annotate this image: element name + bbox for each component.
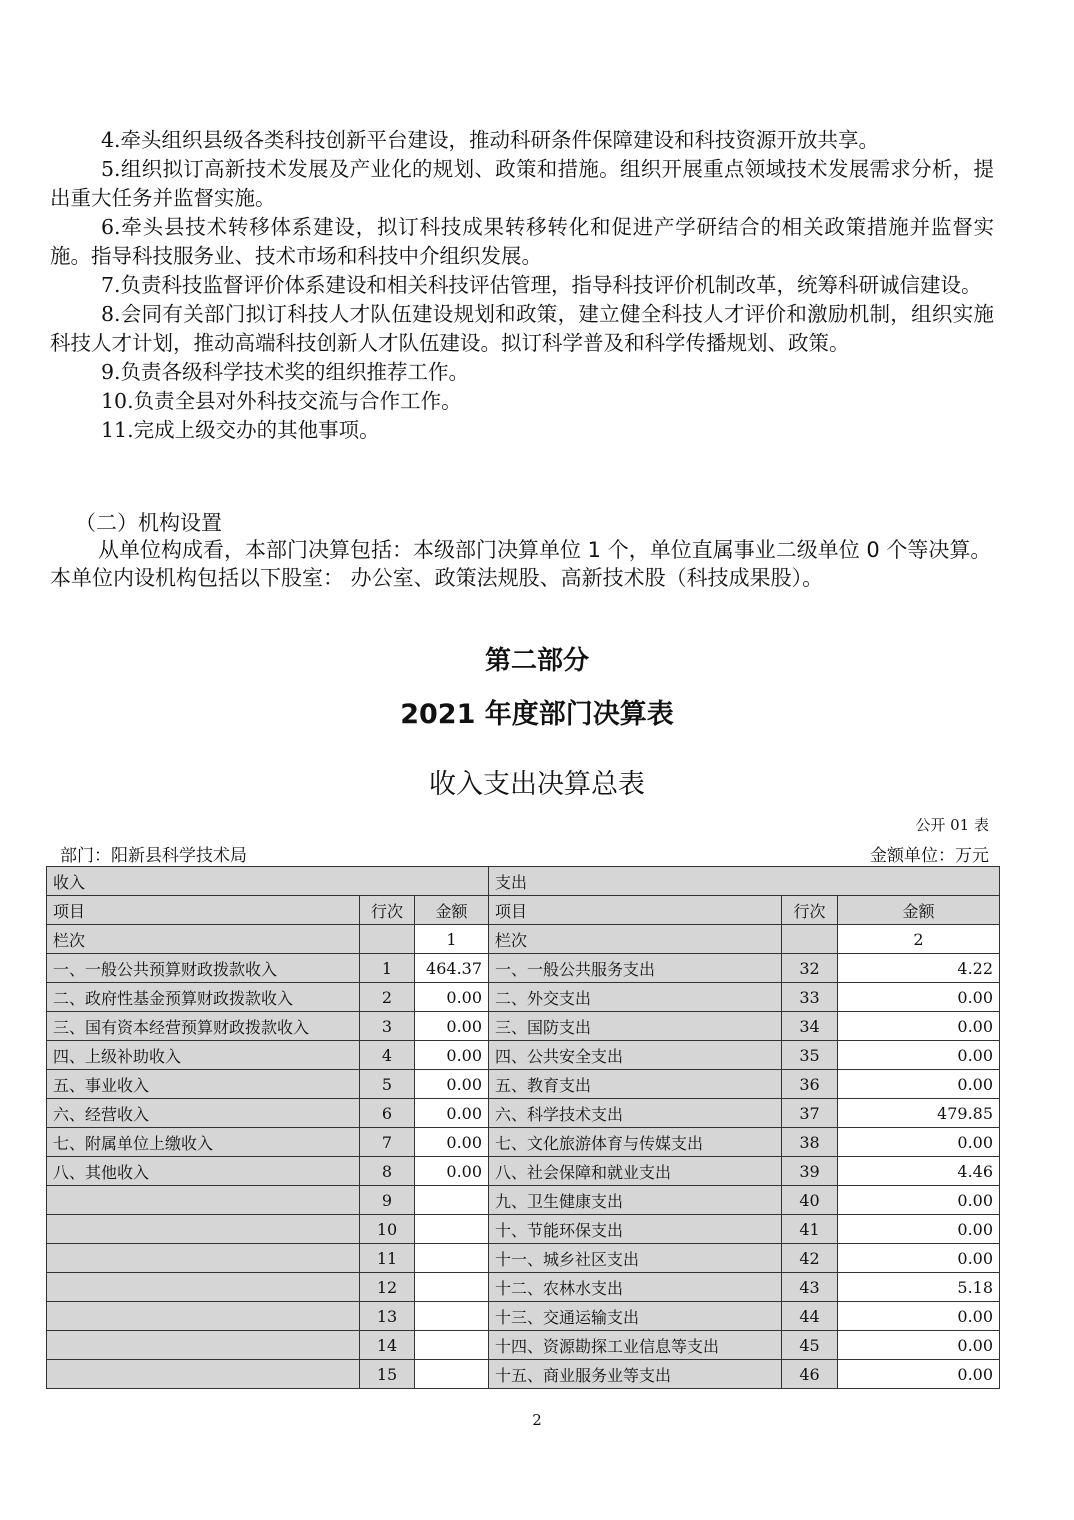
- column-index-row: [47, 925, 1000, 954]
- income-line: 11: [360, 1244, 415, 1273]
- table-row: [47, 1360, 1000, 1389]
- table-row: [47, 1099, 1000, 1128]
- expense-line: 33: [782, 983, 838, 1012]
- department-label: 部门：阳新县科学技术局: [60, 846, 247, 866]
- table-row: [47, 1273, 1000, 1302]
- table-row: [47, 954, 1000, 983]
- expense-line: 40: [782, 1186, 838, 1215]
- expense-item: 六、科学技术支出: [489, 1099, 782, 1128]
- income-item: 一、一般公共预算财政拨款收入: [47, 954, 360, 983]
- table-title: 收入支出决算总表: [429, 769, 645, 800]
- income-amount: 464.37: [415, 954, 489, 983]
- table-row: [47, 1128, 1000, 1157]
- expense-line: 42: [782, 1244, 838, 1273]
- income-amount: [415, 1331, 489, 1360]
- expense-line: 34: [782, 1012, 838, 1041]
- income-item: 六、经营收入: [47, 1099, 360, 1128]
- duty-item: 7.负责科技监督评价体系建设和相关科技评估管理，指导科技评价机制改革，统筹科研诚信建设。: [101, 273, 982, 297]
- expense-section-header: 支出: [489, 867, 1000, 896]
- duty-item: 9.负责各级科学技术奖的组织推荐工作。: [101, 360, 470, 384]
- expense-item: 八、社会保障和就业支出: [489, 1157, 782, 1186]
- form-number: 公开 01 表: [915, 816, 989, 834]
- table-row: [47, 1157, 1000, 1186]
- income-amount: 0.00: [415, 1128, 489, 1157]
- income-item: 八、其他收入: [47, 1157, 360, 1186]
- income-line: 4: [360, 1041, 415, 1070]
- income-item: 五、事业收入: [47, 1070, 360, 1099]
- expense-item: 十一、城乡社区支出: [489, 1244, 782, 1273]
- expense-amount: 0.00: [838, 1331, 1000, 1360]
- expense-amount: 4.22: [838, 954, 1000, 983]
- duty-item: 8.会同有关部门拟订科技人才队伍建设规划和政策，建立健全科技人才评价和激励机制，组织实施科技人才计划，推动高端科技创新人才队伍建设。拟订科学普及和科学传播规划、政策。: [50, 302, 994, 355]
- income-line: 1: [360, 954, 415, 983]
- duty-item: 11.完成上级交办的其他事项。: [101, 418, 380, 442]
- expense-amount: 479.85: [838, 1099, 1000, 1128]
- table-row: [47, 1186, 1000, 1215]
- income-line: 15: [360, 1360, 415, 1389]
- expense-line: 43: [782, 1273, 838, 1302]
- expense-line: 37: [782, 1099, 838, 1128]
- income-item: 二、政府性基金预算财政拨款收入: [47, 983, 360, 1012]
- expense-item: 十五、商业服务业等支出: [489, 1360, 782, 1389]
- income-amount: 0.00: [415, 1157, 489, 1186]
- table-body: [47, 954, 1000, 1389]
- column-index-label: 栏次: [489, 925, 782, 954]
- col-header-item: 项目: [47, 896, 360, 925]
- column-index-income: 1: [415, 925, 489, 954]
- expense-amount: 0.00: [838, 1244, 1000, 1273]
- table-row: [47, 1041, 1000, 1070]
- income-item: [47, 1186, 360, 1215]
- income-amount: 0.00: [415, 1070, 489, 1099]
- expense-amount: 0.00: [838, 1041, 1000, 1070]
- income-amount: 0.00: [415, 983, 489, 1012]
- expense-amount: 0.00: [838, 1012, 1000, 1041]
- income-line: 10: [360, 1215, 415, 1244]
- column-index-label: 栏次: [47, 925, 360, 954]
- expense-item: 五、教育支出: [489, 1070, 782, 1099]
- expense-amount: 4.46: [838, 1157, 1000, 1186]
- part-title: 第二部分: [484, 646, 589, 676]
- table-row: [47, 983, 1000, 1012]
- column-index-expense: 2: [838, 925, 1000, 954]
- income-amount: [415, 1215, 489, 1244]
- table-row: [47, 1244, 1000, 1273]
- expense-amount: 0.00: [838, 1070, 1000, 1099]
- income-item: [47, 1360, 360, 1389]
- duty-item: 4.牵头组织县级各类科技创新平台建设，推动科研条件保障建设和科技资源开放共享。: [101, 128, 880, 152]
- col-header-item: 项目: [489, 896, 782, 925]
- expense-item: 二、外交支出: [489, 983, 782, 1012]
- income-line: 14: [360, 1331, 415, 1360]
- expense-item: 十二、农林水支出: [489, 1273, 782, 1302]
- income-line: 9: [360, 1186, 415, 1215]
- expense-amount: 5.18: [838, 1273, 1000, 1302]
- expense-line: 44: [782, 1302, 838, 1331]
- expense-amount: 0.00: [838, 1186, 1000, 1215]
- expense-item: 十三、交通运输支出: [489, 1302, 782, 1331]
- expense-line: 46: [782, 1360, 838, 1389]
- income-item: [47, 1331, 360, 1360]
- income-amount: 0.00: [415, 1099, 489, 1128]
- income-line: 13: [360, 1302, 415, 1331]
- income-amount: 0.00: [415, 1012, 489, 1041]
- expense-line: 32: [782, 954, 838, 983]
- income-section-header: 收入: [47, 867, 489, 896]
- income-item: [47, 1215, 360, 1244]
- col-header-amount: 金额: [415, 896, 489, 925]
- column-index-blank: [782, 925, 838, 954]
- table-row: [47, 1012, 1000, 1041]
- income-item: [47, 1244, 360, 1273]
- expense-amount: 0.00: [838, 983, 1000, 1012]
- income-line: 12: [360, 1273, 415, 1302]
- income-line: 6: [360, 1099, 415, 1128]
- expense-item: 七、文化旅游体育与传媒支出: [489, 1128, 782, 1157]
- income-line: 8: [360, 1157, 415, 1186]
- income-amount: [415, 1273, 489, 1302]
- expense-line: 39: [782, 1157, 838, 1186]
- income-line: 2: [360, 983, 415, 1012]
- income-line: 3: [360, 1012, 415, 1041]
- expense-amount: 0.00: [838, 1215, 1000, 1244]
- expense-item: 一、一般公共服务支出: [489, 954, 782, 983]
- table-header-row: [47, 896, 1000, 925]
- table-row: [47, 1302, 1000, 1331]
- expense-line: 38: [782, 1128, 838, 1157]
- income-amount: [415, 1360, 489, 1389]
- income-expense-table: [46, 866, 1000, 1389]
- expense-item: 四、公共安全支出: [489, 1041, 782, 1070]
- section-heading-org: （二）机构设置: [75, 511, 222, 535]
- expense-line: 36: [782, 1070, 838, 1099]
- income-amount: [415, 1186, 489, 1215]
- income-item: [47, 1273, 360, 1302]
- expense-item: 十四、资源勘探工业信息等支出: [489, 1331, 782, 1360]
- page-number: 2: [532, 1411, 542, 1429]
- unit-label: 金额单位：万元: [870, 846, 989, 866]
- expense-amount: 0.00: [838, 1360, 1000, 1389]
- column-index-blank: [360, 925, 415, 954]
- expense-amount: 0.00: [838, 1302, 1000, 1331]
- expense-line: 45: [782, 1331, 838, 1360]
- income-amount: 0.00: [415, 1041, 489, 1070]
- table-row: [47, 1215, 1000, 1244]
- expense-item: 九、卫生健康支出: [489, 1186, 782, 1215]
- expense-line: 41: [782, 1215, 838, 1244]
- duty-item: 5.组织拟订高新技术发展及产业化的规划、政策和措施。组织开展重点领域技术发展需求分析，提出重大任务并监督实施。: [50, 157, 994, 210]
- duty-item: 6.牵头县技术转移体系建设，拟订科技成果转移转化和促进产学研结合的相关政策措施并监督实施。指导科技服务业、技术市场和科技中介组织发展。: [50, 215, 994, 268]
- org-text: 从单位构成看，本部门决算包括：本级部门决算单位 1 个，单位直属事业二级单位 0 个等决算。本单位内设机构包括以下股室： 办公室、政策法规股、高新技术股（科技成果股）。: [50, 538, 992, 590]
- expense-line: 35: [782, 1041, 838, 1070]
- income-item: [47, 1302, 360, 1331]
- org-paragraph: [50, 536, 994, 592]
- income-amount: [415, 1244, 489, 1273]
- part-subtitle: 2021 年度部门决算表: [400, 699, 674, 730]
- duties-list: [50, 126, 994, 445]
- income-item: 四、上级补助收入: [47, 1041, 360, 1070]
- col-header-line: 行次: [782, 896, 838, 925]
- income-item: 三、国有资本经营预算财政拨款收入: [47, 1012, 360, 1041]
- income-amount: [415, 1302, 489, 1331]
- table-row: [47, 1331, 1000, 1360]
- col-header-amount: 金额: [838, 896, 1000, 925]
- col-header-line: 行次: [360, 896, 415, 925]
- income-item: 七、附属单位上缴收入: [47, 1128, 360, 1157]
- income-line: 5: [360, 1070, 415, 1099]
- table-row: [47, 1070, 1000, 1099]
- table-section-row: [47, 867, 1000, 896]
- expense-item: 三、国防支出: [489, 1012, 782, 1041]
- expense-item: 十、节能环保支出: [489, 1215, 782, 1244]
- income-line: 7: [360, 1128, 415, 1157]
- duty-item: 10.负责全县对外科技交流与合作工作。: [101, 389, 462, 413]
- expense-amount: 0.00: [838, 1128, 1000, 1157]
